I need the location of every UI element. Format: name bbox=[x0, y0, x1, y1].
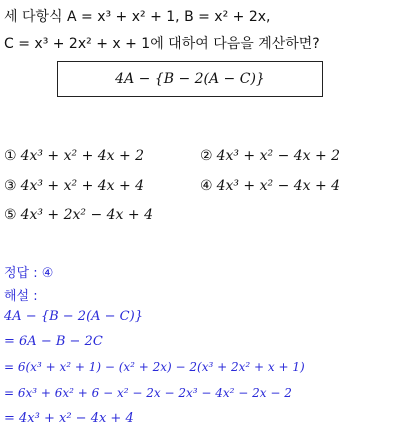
choice-3[interactable] bbox=[4, 178, 144, 194]
choice-2-text: 4x³ + x² − 4x + 2 bbox=[216, 148, 341, 164]
choice-2[interactable] bbox=[200, 148, 340, 164]
choice-1[interactable] bbox=[4, 148, 144, 164]
choice-4[interactable] bbox=[200, 178, 340, 194]
solution-line-4: = 6x³ + 6x² + 6 − x² − 2x − 2x³ − 4x² − 2x − 2 bbox=[4, 386, 292, 400]
problem-line-1: 세 다항식 A = x³ + x² + 1, B = x² + 2x, bbox=[4, 9, 271, 25]
choice-4-text: 4x³ + x² − 4x + 4 bbox=[216, 178, 341, 194]
solution-line-2: = 6A − B − 2C bbox=[4, 334, 103, 349]
answer-label: 정답 : ④ bbox=[4, 266, 54, 281]
choice-5[interactable] bbox=[4, 207, 153, 223]
choice-5-text: 4x³ + 2x² − 4x + 4 bbox=[20, 207, 153, 223]
choice-1-number: ① bbox=[4, 148, 17, 164]
choice-5-number: ⑤ bbox=[4, 207, 17, 223]
choice-3-number: ③ bbox=[4, 178, 17, 194]
choice-3-text: 4x³ + x² + 4x + 4 bbox=[20, 178, 145, 194]
expression-text: 4A − {B − 2(A − C)} bbox=[115, 71, 265, 87]
choice-2-number: ② bbox=[200, 148, 213, 164]
solution-line-3: = 6(x³ + x² + 1) − (x² + 2x) − 2(x³ + 2x² + x + 1) bbox=[4, 360, 305, 374]
choice-4-number: ④ bbox=[200, 178, 213, 194]
solution-line-1: 4A − {B − 2(A − C)} bbox=[4, 309, 143, 324]
solution-label: 해설 : bbox=[4, 289, 38, 304]
choice-1-text: 4x³ + x² + 4x + 2 bbox=[20, 148, 145, 164]
problem-line-2: C = x³ + 2x² + x + 1에 대하여 다음을 계산하면? bbox=[4, 36, 320, 52]
expression-box bbox=[57, 61, 323, 97]
solution-line-5: = 4x³ + x² − 4x + 4 bbox=[4, 411, 134, 426]
